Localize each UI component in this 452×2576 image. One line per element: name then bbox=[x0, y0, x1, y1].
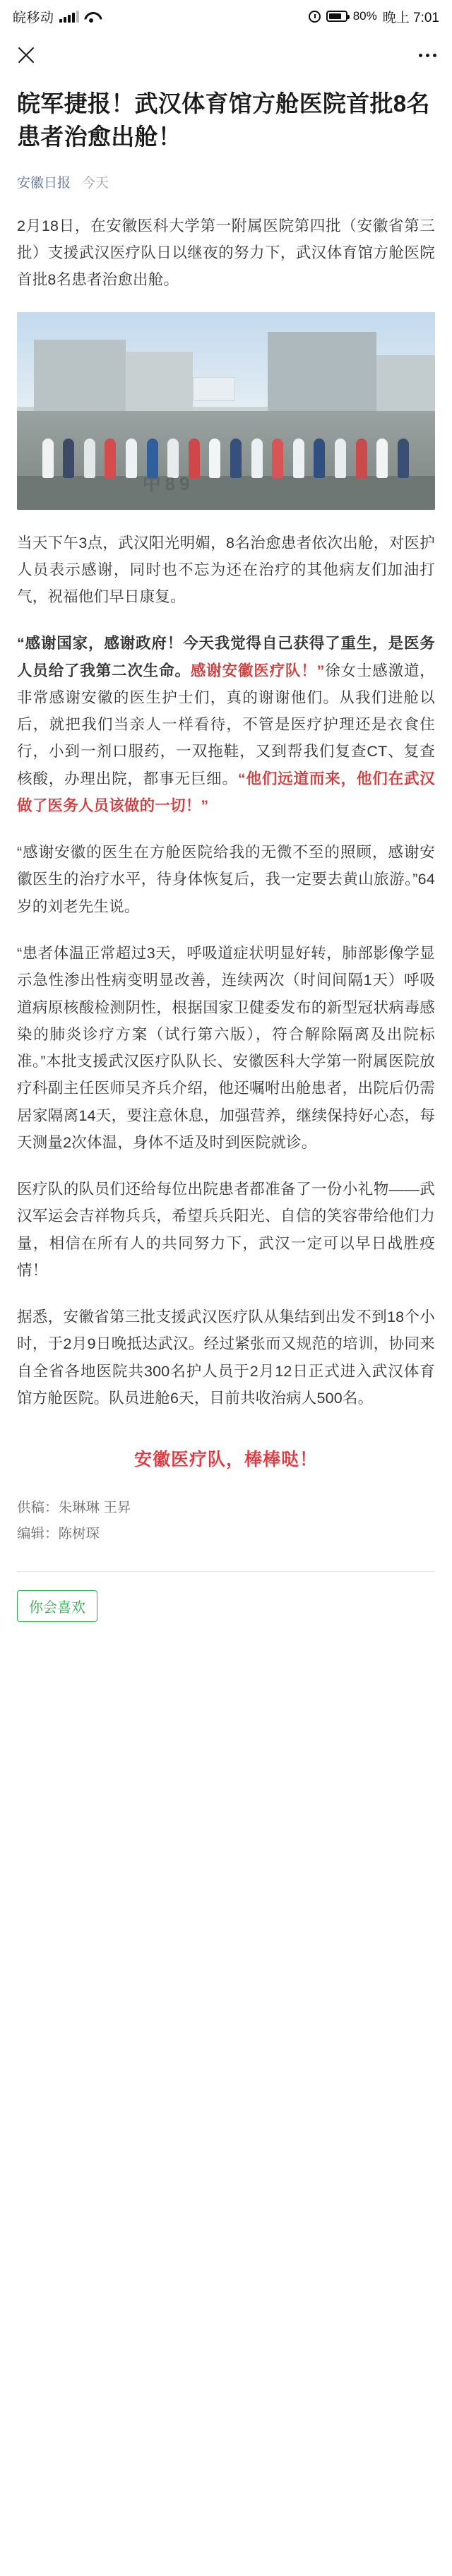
recommendation-section bbox=[17, 1590, 435, 1622]
credits-block bbox=[17, 1495, 435, 1547]
paragraph-7: 据悉，安徽省第三批支援武汉医疗队从集结到出发不到18个小时，于2月9日晚抵达武汉。经过紧张而又规范的培训，协同来自全省各地医院共300名护人员于2月12日正式进入武汉体育馆方舱医院。队员进舱6天，目前共收治病人500名。 bbox=[17, 1308, 435, 1407]
carrier-label: 皖移动 bbox=[13, 10, 54, 25]
battery-icon bbox=[326, 11, 347, 22]
publish-date-label: 今天 bbox=[82, 175, 109, 191]
signal-bars-icon bbox=[59, 11, 79, 23]
status-bar bbox=[0, 0, 452, 32]
image-medical-staff-group bbox=[17, 399, 435, 478]
account-name-link[interactable]: 安徽日报 bbox=[17, 175, 71, 191]
credit-contributors: 供稿：朱琳琳 王昇 bbox=[17, 1500, 131, 1516]
navigation-bar bbox=[0, 32, 452, 78]
status-bar-left bbox=[13, 7, 98, 26]
paragraph-4: “感谢安徽的医生在方舱医院给我的无微不至的照顾，感谢安徽医生的治疗水平，待身体恢复后，我一定要去黄山旅游。”64岁的刘老先生说。 bbox=[17, 844, 435, 915]
more-options-icon[interactable] bbox=[419, 54, 436, 57]
paragraph-3-part-b: 徐女士感激道，非常感谢安徽的医生护士们，真的谢谢他们。从我们进舱以后，就把我们当亲人一样看待，不管是医疗护理还是衣食住行，小到一剂口服药，一双拖鞋，又到帮我们复查CT、复查核酸，办理出院，都事无巨细。 bbox=[17, 662, 435, 787]
section-divider bbox=[17, 1571, 435, 1572]
page-title: 皖军捷报！武汉体育馆方舱医院首批8名患者治愈出舱！ bbox=[17, 90, 430, 150]
paragraph-3 bbox=[17, 630, 435, 819]
paragraph-6: 医疗队的队员们还给每位出院患者都准备了一份小礼物——武汉军运会吉祥物兵兵，希望兵兵阳光、自信的笑容带给他们力量，相信在所有人的共同努力下，武汉一定可以早日战胜疫情！ bbox=[17, 1181, 435, 1279]
bottom-spacer bbox=[0, 1650, 452, 2576]
you-may-like-badge[interactable]: 你会喜欢 bbox=[17, 1590, 97, 1622]
article-hero-image bbox=[17, 312, 435, 510]
status-bar-right bbox=[309, 7, 439, 26]
paragraph-5: “患者体温正常超过3天，呼吸道症状明显好转，肺部影像学显示急性渗出性病变明显改善，连续两次（时间间隔1天）呼吸道病原核酸检测阴性，根据国家卫健委发布的新型冠状病毒感染的肺炎诊疗方案（试行第六版），符合解除隔离及出院标准。”本批支援武汉医疗队队长、安徽医科大学第一附属医院放疗科副主任医师吴齐兵介绍，他还嘱咐出舱患者，出院后仍需居家隔离14天，要注意休息，加强营养，继续保持好心态，每天测量2次体温，身体不适及时到医院就诊。 bbox=[17, 944, 435, 1151]
image-caption-text: 中89 bbox=[142, 472, 194, 494]
paragraph-2: 当天下午3点，武汉阳光明媚，8名治愈患者依次出舱，对医护人员表示感谢，同时也不忘为还在治疗的其他病友们加油打气，祝福他们早日康复。 bbox=[17, 534, 435, 606]
image-banner bbox=[193, 377, 235, 401]
paragraph-3-highlight-2: “他们远道而来，他们在武汉做了医务人员该做的一切！” bbox=[17, 770, 435, 814]
wifi-icon bbox=[84, 11, 98, 22]
battery-percent-label: 80% bbox=[352, 9, 377, 23]
alarm-clock-icon bbox=[309, 11, 321, 23]
article-body bbox=[0, 78, 452, 1650]
close-icon[interactable] bbox=[16, 44, 37, 66]
image-road bbox=[17, 476, 435, 510]
slogan-text: 安徽医疗队，棒棒哒！ bbox=[133, 1450, 318, 1470]
credit-editor: 编辑：陈树琛 bbox=[17, 1526, 100, 1542]
paragraph-3-highlight: 感谢安徽医疗队！” bbox=[190, 662, 325, 679]
clock-label: 晚上 7:01 bbox=[382, 10, 439, 25]
paragraph-3-part-a: “感谢国家，感谢政府！今天我觉得自己获得了重生，是医务人员给了我第二次生命。 bbox=[17, 635, 435, 679]
article-meta bbox=[17, 172, 435, 191]
paragraph-1: 2月18日，在安徽医科大学第一附属医院第四批（安徽省第三批）支援武汉医疗队日以继夜的努力下，武汉体育馆方舱医院首批8名患者治愈出舱。 bbox=[17, 217, 435, 289]
